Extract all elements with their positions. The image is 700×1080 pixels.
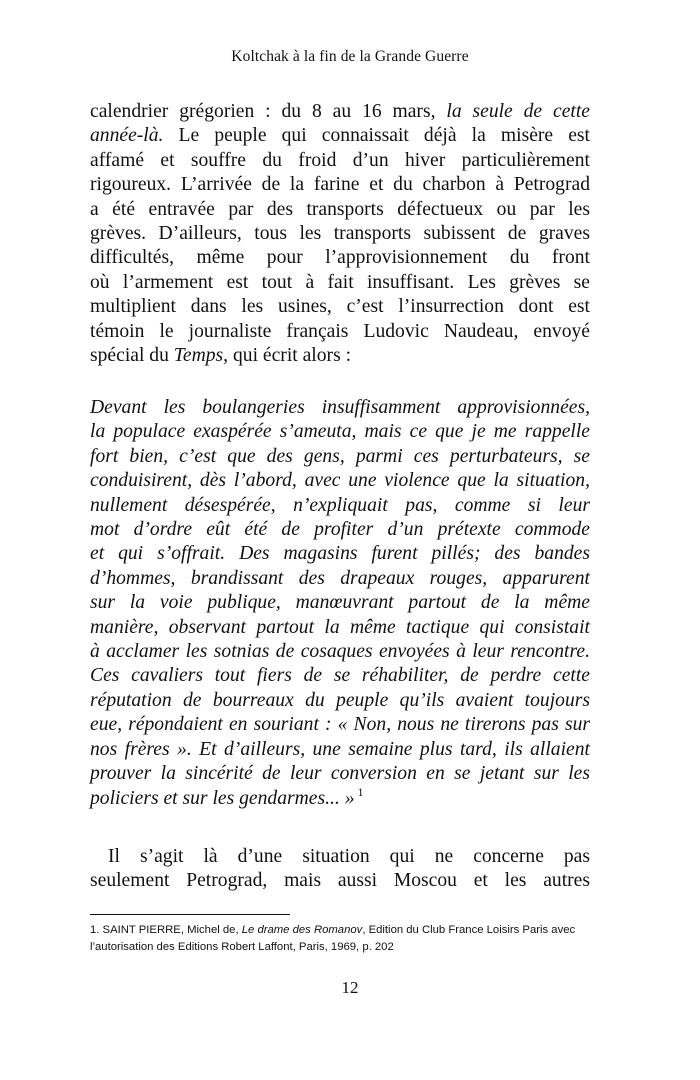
text-line: multiplient dans les usines, c’est l’insurrection dont est [90,296,590,318]
quote-line: réputation de bourreaux du peuple qu’ils avaient toujours [90,689,590,711]
text-line: où l’armement est tout à fait insuffisant. Les grèves se [90,271,590,293]
quote-line: nullement désespérée, n’expliquait pas, comme si leur [90,494,590,516]
text-line: Il s’agit là d’une situation qui ne concerne pas [108,846,590,867]
text-line: calendrier grégorien : du 8 au 16 mars, la seule de cette [90,101,590,122]
quote-line: Ces cavaliers tout fiers de se réhabiliter, de perdre cette [90,665,590,687]
footnote-divider [90,914,290,915]
footnote-line: l’autorisation des Editions Robert Laffont, Paris, 1969, p. 202 [90,940,394,953]
text-line: spécial du Temps, qui écrit alors : [90,345,352,367]
quote-line: et qui s’offrait. Des magasins furent pillés; des bandes [90,543,590,565]
quote-line: mot d’ordre eût été de profiter d’un prétexte commode [90,519,590,541]
quote-line: d’hommes, brandissant des drapeaux rouges, apparurent [90,567,590,589]
paragraph-2 [90,845,590,894]
quote-line: policiers et sur les gendarmes... » $^1$ [90,784,364,809]
quote-line: conduisirent, dès l’abord, avec une violence que la situation, [90,470,590,492]
footnote-reference[interactable]: 1 [357,784,364,799]
quote-line: nos frères ». Et d’ailleurs, une semaine plus tard, ils allaient [90,738,590,760]
text-line: année-là. Le peuple qui connaissait déjà la misère est [90,125,590,147]
quote-line: sur la voie publique, manœuvrant partout de la même [90,592,590,614]
text-line: seulement Petrograd, mais aussi Moscou et les autres [90,870,590,892]
block-quote [90,396,590,811]
footnote-line: 1. SAINT PIERRE, Michel de, Le drame des Romanov, Edition du Club France Loisirs Paris avec [90,924,576,936]
quote-line: eue, répondaient en souriant : « Non, nous ne tirerons pas sur [90,714,590,736]
quote-line: manière, observant partout la même tactique qui consistait [90,616,590,638]
text-line: a été entravée par des transports défectueux ou par les [90,198,590,220]
quote-line: prouver la sincérité de leur conversion en se jetant sur les [90,763,590,785]
text-line: rigoureux. L’arrivée de la farine et du charbon à Petrograd [90,174,590,196]
text-line: difficultés, même pour l’approvisionnement du front [90,247,590,269]
page-number: 12 [341,978,359,997]
quote-line: Devant les boulangeries insuffisamment approvisionnées, [90,397,590,418]
text-line: grèves. D’ailleurs, tous les transports subissent de graves [90,223,590,245]
running-head: Koltchak à la fin de la Grande Guerre [231,48,469,65]
paragraph-1 [90,100,590,368]
quote-line: à acclamer les sotnias de cosaques envoyées à leur rencontre. [90,641,590,663]
text-line: témoin le journaliste français Ludovic Naudeau, envoyé [90,320,590,342]
quote-line: la populace exaspérée s’ameuta, mais ce que je me rappelle [90,421,590,443]
text-line: affamé et souffre du froid d’un hiver particulièrement [90,149,590,171]
quote-line: fort bien, c’est que des gens, parmi ces perturbateurs, se [90,445,590,467]
footnote [90,922,594,955]
